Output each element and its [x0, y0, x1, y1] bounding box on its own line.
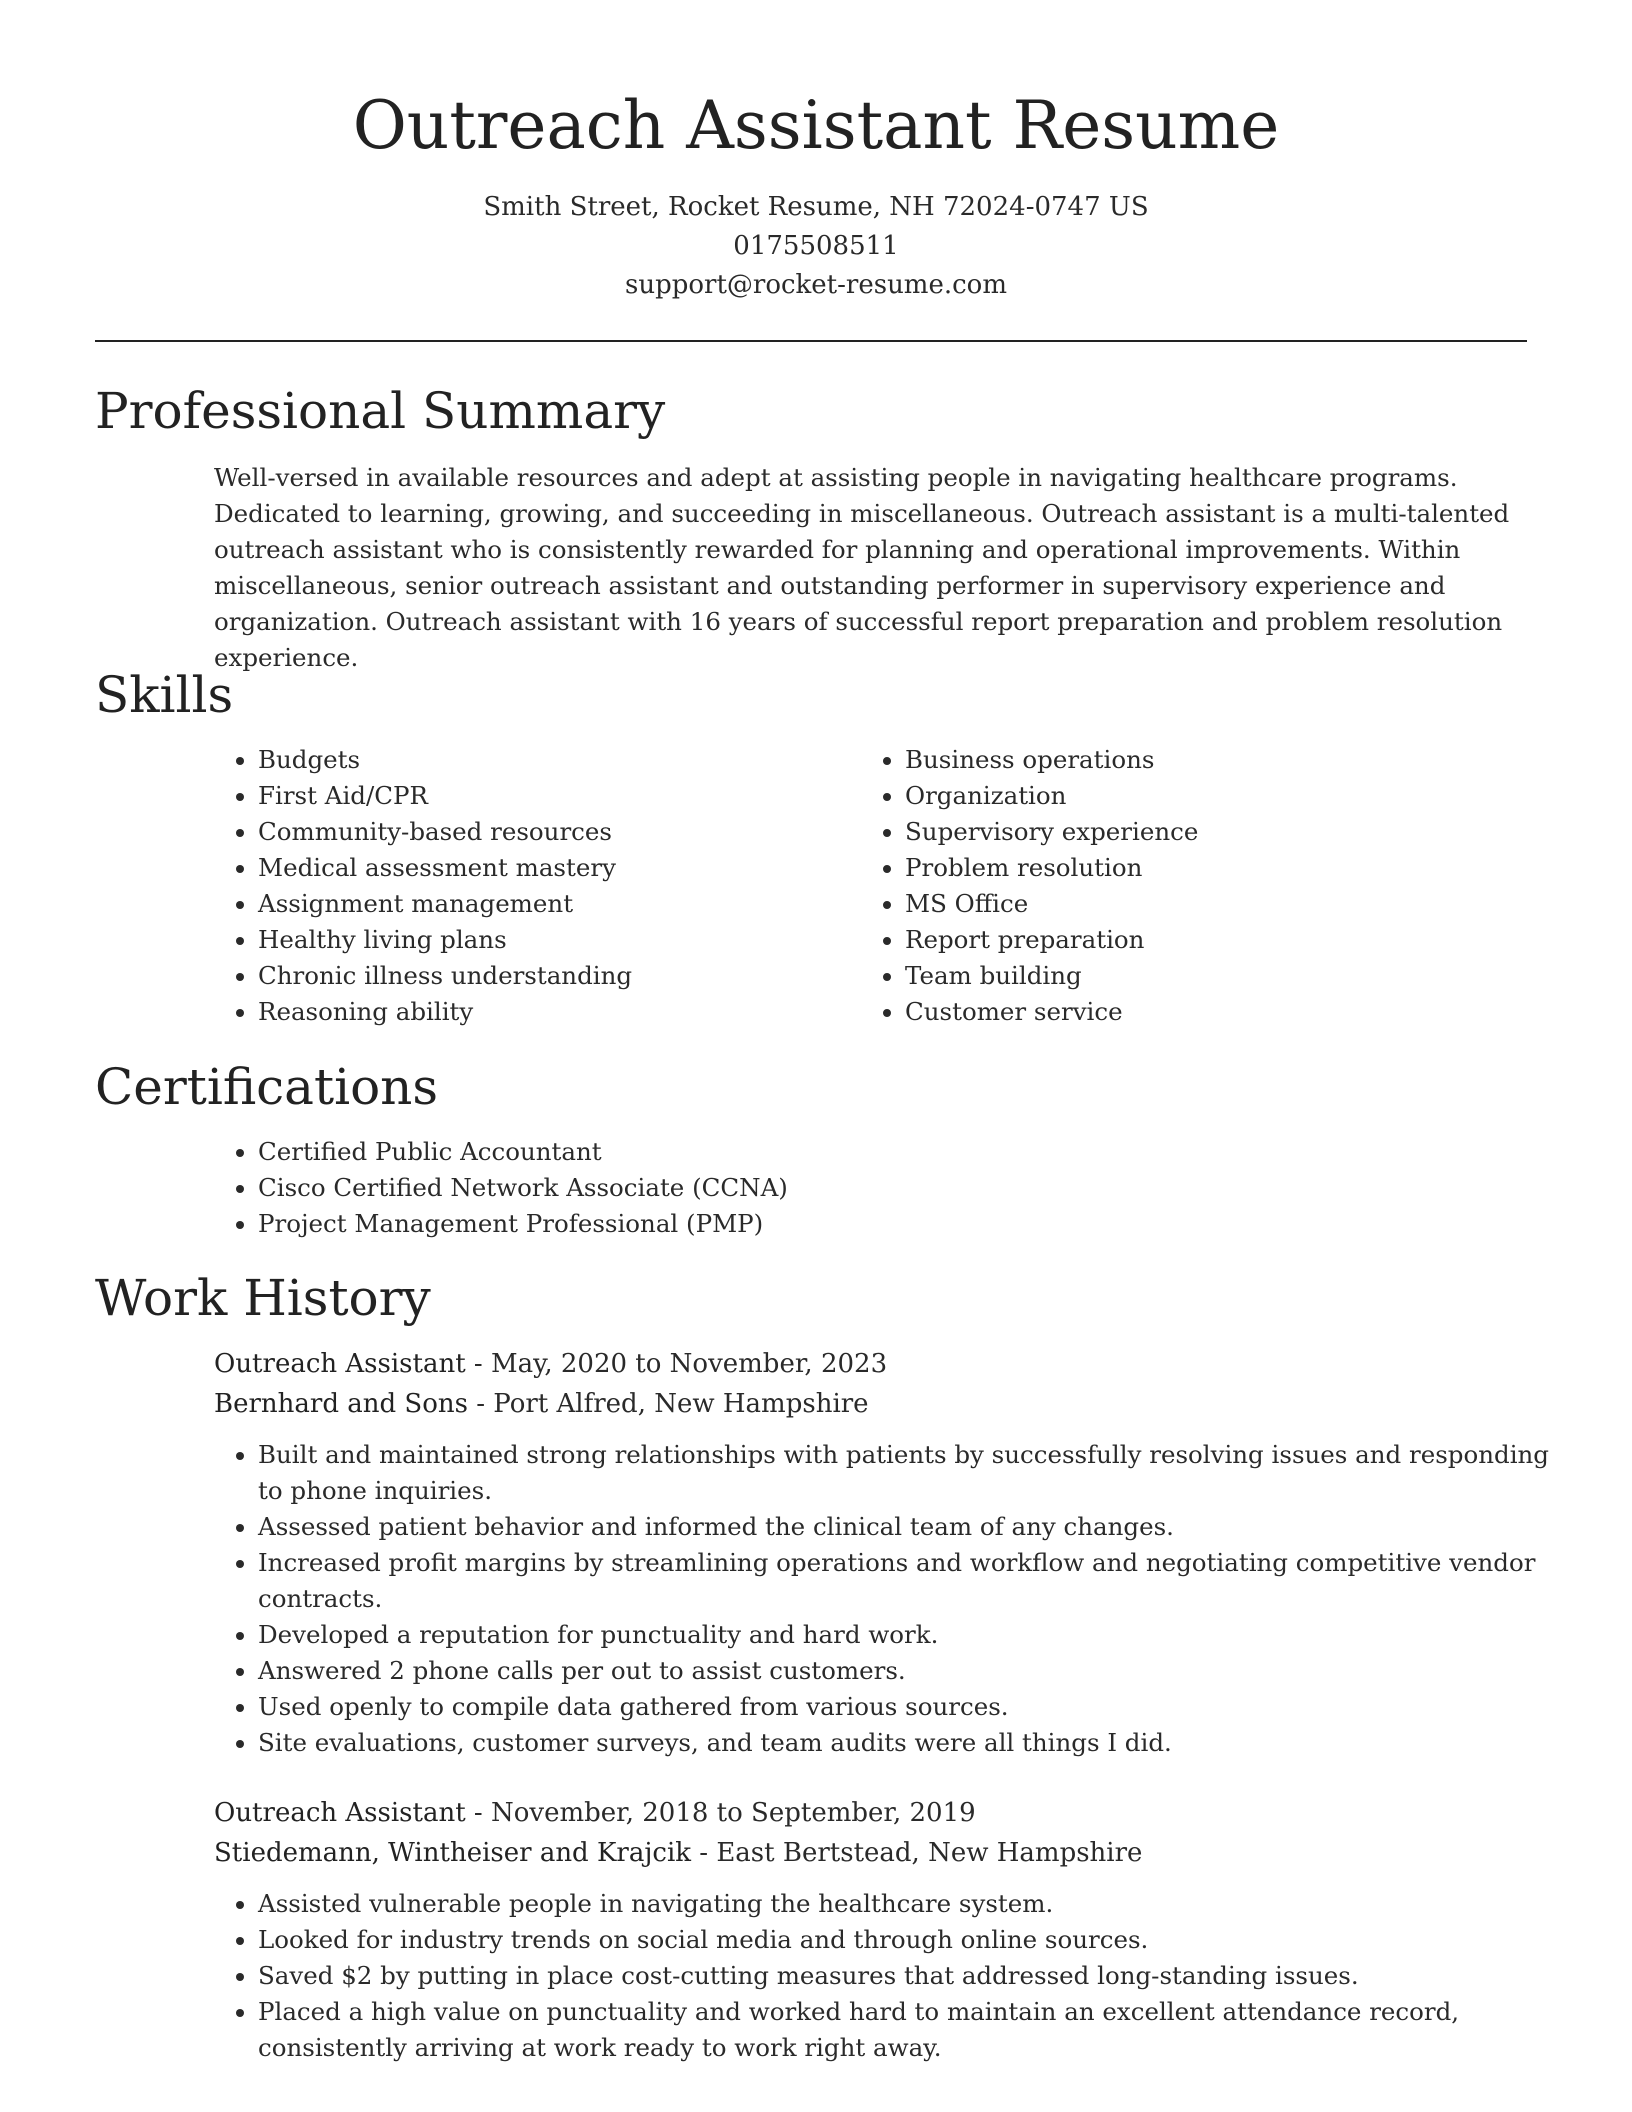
job-dates: - May, 2020 to November, 2023 — [465, 1349, 888, 1379]
list-item: • Built and maintained strong relationships with patients by successfully resolving issues and responding to phone inquiries. — [258, 1437, 1558, 1509]
job-location: - Port Alfred, New Hampshire — [467, 1389, 869, 1419]
list-item: • Assessed patient behavior and informed the clinical team of any changes. — [258, 1509, 1558, 1545]
list-item: • Developed a reputation for punctuality and hard work. — [258, 1617, 1558, 1653]
list-item: • Cisco Certified Network Associate (CCNA) — [258, 1170, 1558, 1206]
job-title-line — [214, 1344, 887, 1384]
list-item: • Reasoning ability — [258, 994, 818, 1030]
job-company: Stiedemann, Wintheiser and Krajcik — [214, 1838, 692, 1868]
list-item: • Assisted vulnerable people in navigating the healthcare system. — [258, 1886, 1558, 1922]
list-item: • Assignment management — [258, 886, 818, 922]
list-item: • MS Office — [905, 886, 1525, 922]
list-item: • Team building — [905, 958, 1525, 994]
list-item: • Chronic illness understanding — [258, 958, 818, 994]
list-item: • Answered 2 phone calls per out to assist customers. — [258, 1653, 1558, 1689]
list-item: • Problem resolution — [905, 850, 1525, 886]
list-item: • Used openly to compile data gathered from various sources. — [258, 1689, 1558, 1725]
list-item: • Business operations — [905, 742, 1525, 778]
job-company-line — [214, 1833, 1142, 1873]
list-item: • Organization — [905, 778, 1525, 814]
resume-title: Outreach Assistant Resume — [352, 87, 1280, 164]
job-location: - East Bertstead, New Hampshire — [691, 1838, 1143, 1868]
list-item: • Report preparation — [905, 922, 1525, 958]
job-duties-list — [214, 1437, 1558, 1761]
list-item: • Community-based resources — [258, 814, 818, 850]
job-title-line — [214, 1793, 976, 1833]
summary-heading: Professional Summary — [95, 382, 666, 440]
job-dates: - November, 2018 to September, 2019 — [465, 1798, 976, 1828]
list-item: • Saved $2 by putting in place cost-cutting measures that addressed long-standing issues. — [258, 1958, 1558, 1994]
job-role: Outreach Assistant — [214, 1798, 466, 1828]
list-item: • Budgets — [258, 742, 818, 778]
list-item: • Customer service — [905, 994, 1525, 1030]
list-item: • Medical assessment mastery — [258, 850, 818, 886]
list-item: • Project Management Professional (PMP) — [258, 1206, 1558, 1242]
summary-text: Well-versed in available resources and adept at assisting people in navigating healthcare programs. Dedicated to learning, growing, and succeeding in miscellaneous. Outreach assistant is a multi-talented outreach assistant who is consistently rewarded for planning and operational improvements. Within miscellaneous, senior outreach assistant and outstanding performer in supervisory experience and organization. Outreach assistant with 16 years of successful report preparation and problem resolution experience. — [214, 463, 1510, 672]
list-item: • Looked for industry trends on social media and through online sources. — [258, 1922, 1558, 1958]
contact-email: support@rocket-resume.com — [624, 270, 1007, 300]
certifications-heading: Certifications — [95, 1058, 439, 1116]
list-item: • Placed a high value on punctuality and worked hard to maintain an excellent attendance record, consistently arriving at work ready to work right away. — [258, 1994, 1558, 2066]
job-duties-list — [214, 1886, 1558, 2066]
skills-list-left — [214, 742, 818, 1030]
list-item: • Increased profit margins by streamlining operations and workflow and negotiating competitive vendor contracts. — [258, 1545, 1558, 1617]
contact-phone: 0175508511 — [733, 231, 899, 261]
skills-heading: Skills — [95, 666, 234, 724]
list-item: • Certified Public Accountant — [258, 1134, 1558, 1170]
job-company-line — [214, 1384, 869, 1424]
job-company: Bernhard and Sons — [214, 1389, 468, 1419]
list-item: • Site evaluations, customer surveys, and team audits were all things I did. — [258, 1725, 1558, 1761]
list-item: • Healthy living plans — [258, 922, 818, 958]
work-history-heading: Work History — [95, 1269, 431, 1327]
list-item: • First Aid/CPR — [258, 778, 818, 814]
list-item: • Supervisory experience — [905, 814, 1525, 850]
certifications-list — [214, 1134, 1558, 1242]
job-role: Outreach Assistant — [214, 1349, 466, 1379]
header-divider — [95, 340, 1527, 342]
contact-address: Smith Street, Rocket Resume, NH 72024-0747 US — [483, 192, 1149, 222]
skills-list-right — [861, 742, 1525, 1030]
